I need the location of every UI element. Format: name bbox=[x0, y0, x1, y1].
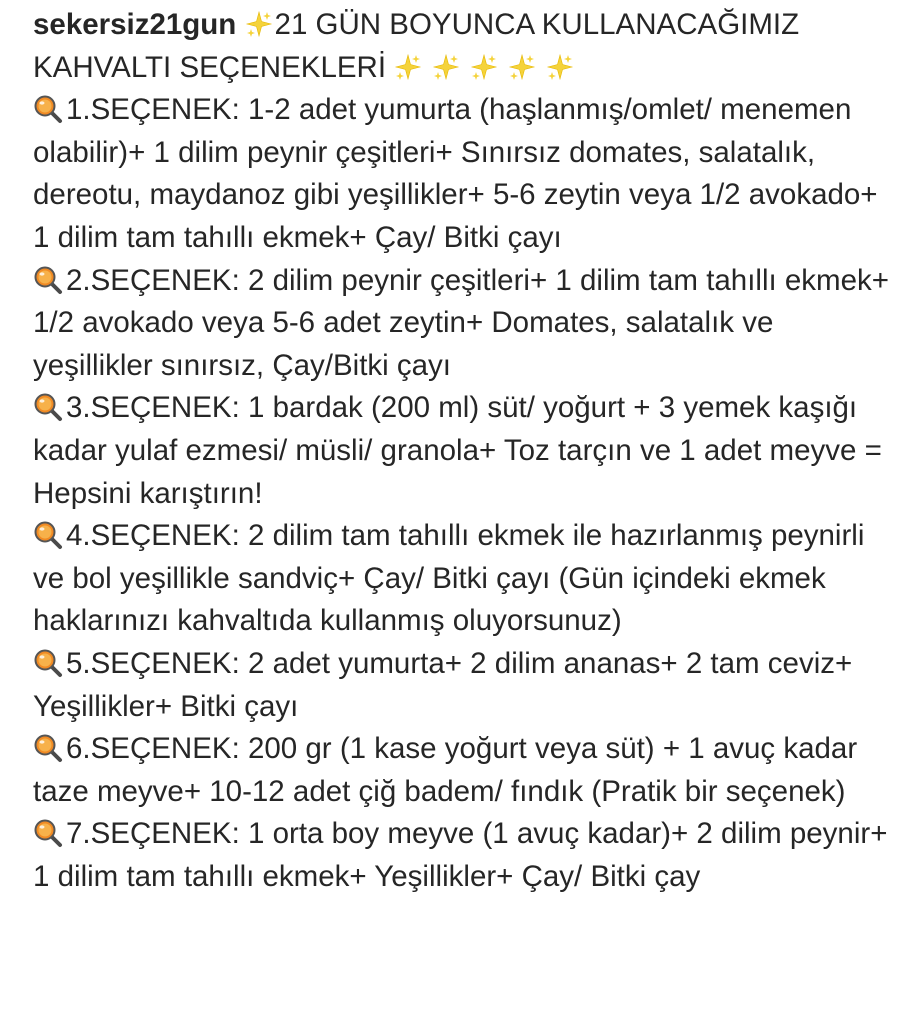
sparkles-icon bbox=[245, 8, 273, 36]
option-text: 2.SEÇENEK: 2 dilim peynir çeşitleri+ 1 dilim tam tahıllı ekmek+ 1/2 avokado veya 5-6 adet zeytin+ Domates, salatalık ve yeşillikler sınırsız, Çay/Bitki çayı bbox=[33, 263, 890, 382]
option-item-5 bbox=[33, 643, 895, 728]
magnifying-glass-icon bbox=[33, 818, 63, 848]
option-item-4 bbox=[33, 515, 895, 643]
caption-header bbox=[33, 4, 895, 89]
option-text: 3.SEÇENEK: 1 bardak (200 ml) süt/ yoğurt + 3 yemek kaşığı kadar yulaf ezmesi/ müsli/ granola+ Toz tarçın ve 1 adet meyve = Hepsini karıştırın! bbox=[33, 391, 882, 510]
magnifying-glass-icon bbox=[33, 94, 63, 124]
option-text: 4.SEÇENEK: 2 dilim tam tahıllı ekmek ile hazırlanmış peynirli ve bol yeşillikle sandviç+ Çay/ Bitki çayı (Gün içindeki ekmek haklarınızı kahvaltıda kullanmış oluyorsunuz) bbox=[33, 519, 865, 638]
option-item-2 bbox=[33, 260, 895, 388]
sparkles-icon bbox=[470, 51, 498, 79]
caption-title: 21 GÜN BOYUNCA KULLANACAĞIMIZ KAHVALTI SEÇENEKLERİ bbox=[33, 8, 800, 84]
sparkles-icon bbox=[508, 51, 536, 79]
option-item-6 bbox=[33, 728, 895, 813]
sparkles-icon bbox=[546, 51, 574, 79]
option-text: 6.SEÇENEK: 200 gr (1 kase yoğurt veya süt) + 1 avuç kadar taze meyve+ 10-12 adet çiğ badem/ fındık (Pratik bir seçenek) bbox=[33, 732, 858, 808]
magnifying-glass-icon bbox=[33, 648, 63, 678]
magnifying-glass-icon bbox=[33, 392, 63, 422]
option-item-7 bbox=[33, 813, 895, 898]
option-item-3 bbox=[33, 387, 895, 515]
option-item-1 bbox=[33, 89, 895, 259]
magnifying-glass-icon bbox=[33, 520, 63, 550]
magnifying-glass-icon bbox=[33, 265, 63, 295]
option-text: 5.SEÇENEK: 2 adet yumurta+ 2 dilim ananas+ 2 tam ceviz+ Yeşillikler+ Bitki çayı bbox=[33, 646, 853, 723]
sparkles-icon bbox=[432, 51, 460, 79]
magnifying-glass-icon bbox=[33, 733, 63, 763]
sparkles-icon bbox=[394, 51, 422, 79]
post-caption bbox=[33, 4, 895, 898]
option-text: 7.SEÇENEK: 1 orta boy meyve (1 avuç kadar)+ 2 dilim peynir+ 1 dilim tam tahıllı ekmek+ Yeşillikler+ Çay/ Bitki çay bbox=[33, 817, 888, 893]
option-text: 1.SEÇENEK: 1-2 adet yumurta (haşlanmış/omlet/ menemen olabilir)+ 1 dilim peynir çeşitleri+ Sınırsız domates, salatalık, dereotu, maydanoz gibi yeşillikler+ 5-6 zeytin veya 1/2 avokado+ 1 dilim tam tahıllı ekmek+ Çay/ Bitki çayı bbox=[33, 93, 878, 254]
username-link[interactable]: sekersiz21gun bbox=[33, 8, 237, 41]
